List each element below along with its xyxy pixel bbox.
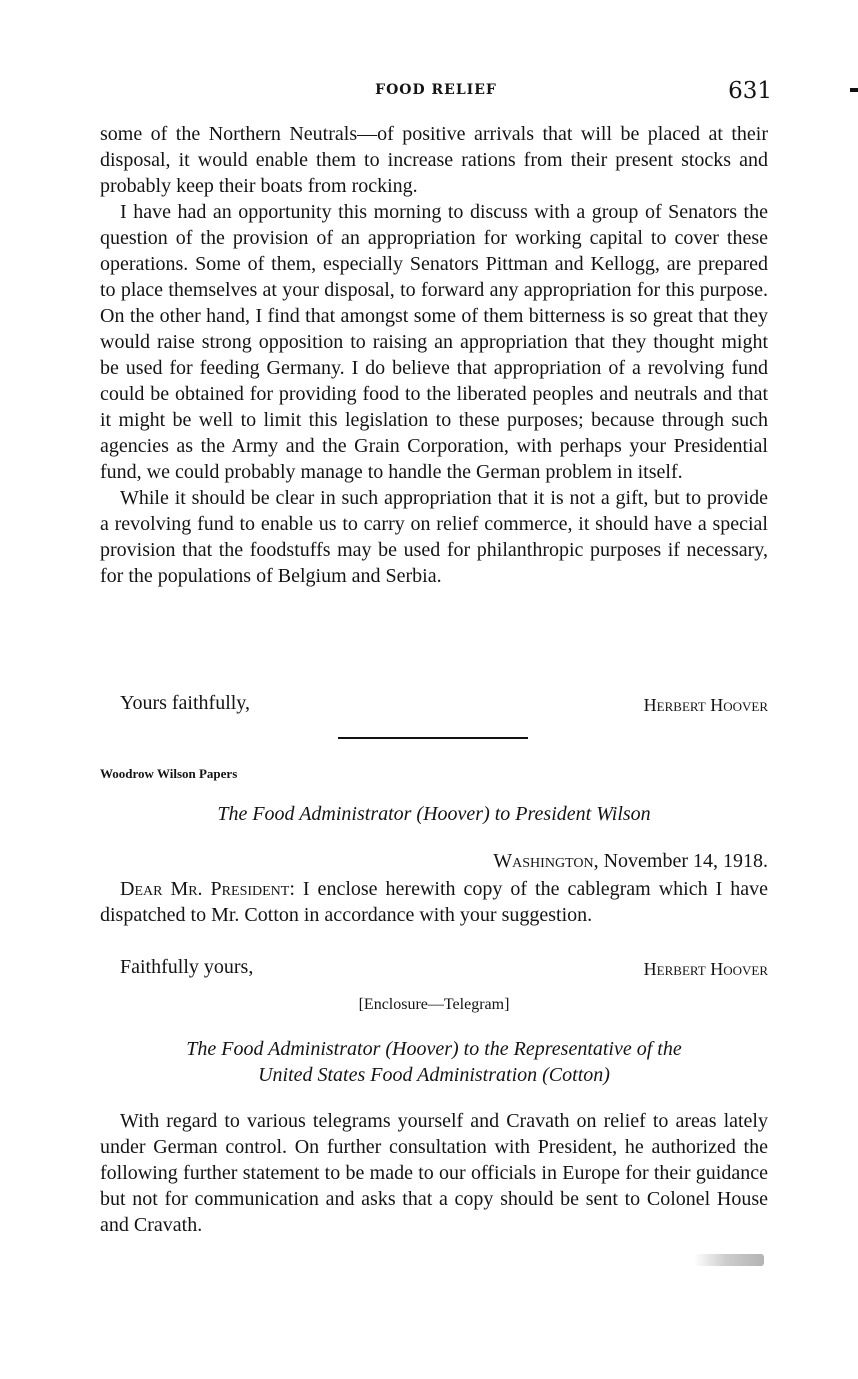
section-divider: [338, 737, 528, 739]
signature: Herbert Hoover: [643, 959, 768, 979]
closing: Yours faithfully,: [120, 692, 251, 714]
paragraph-revolving-fund: While it should be clear in such appropriation that it is not a gift, but to provide a revolving fund to enable us to carry on relief commerce, it should have a special provision that the foodstuffs may be used for philanthropic purposes if necessary, for the populations of Belgium and Serbia.: [100, 487, 768, 587]
enclosure-label: [Enclosure—Telegram]: [358, 996, 510, 1013]
scan-smudge: [694, 1254, 764, 1266]
telegram-paragraph: With regard to various telegrams yourself and Cravath on relief to areas lately under German control. On further consultation with President, he authorized the following further statement to be made to our officials in Europe for their guidance but not for communication and asks that a copy should be sent to Colonel House and Cravath.: [100, 1110, 768, 1236]
note-body: [100, 876, 768, 928]
page-header: [100, 78, 772, 108]
letter-body: [100, 121, 768, 589]
note-paragraph: [100, 876, 768, 928]
note-signoff: [100, 954, 768, 980]
dateline-date: November 14, 1918.: [603, 850, 768, 872]
letter-signoff: [100, 690, 768, 716]
scan-edge-mark: [850, 88, 858, 92]
closing: Faithfully yours,: [120, 956, 254, 978]
source-label: Woodrow Wilson Papers: [100, 766, 238, 781]
telegram-title-line2: United States Food Administration (Cotton): [258, 1064, 610, 1086]
telegram-title-line1: The Food Administrator (Hoover) to the Representative of the: [186, 1038, 682, 1060]
document-title: The Food Administrator (Hoover) to President Wilson: [217, 803, 651, 825]
running-head: FOOD RELIEF: [375, 82, 497, 98]
page-number: 631: [728, 78, 772, 104]
paragraph-continuation: some of the Northern Neutrals—of positive arrivals that will be placed at their disposal, it would enable them to increase rations from their present stocks and probably keep their boats from rocking.: [100, 123, 768, 197]
dateline-place: Washington,: [493, 850, 599, 872]
salutation: Dear Mr. President:: [120, 878, 295, 900]
note-text: I enclose herewith copy of the cablegram which I have dispatched to Mr. Cotton in accordance with your suggestion.: [100, 878, 769, 926]
telegram-body: [100, 1108, 768, 1238]
dateline: [100, 848, 768, 874]
signature: Herbert Hoover: [643, 695, 768, 715]
paragraph-senators: I have had an opportunity this morning to discuss with a group of Senators the question of the provision of an appropriation for working capital to cover these operations. Some of them, especially Senators Pittman and Kellogg, are prepared to place themselves at your disposal, to forward any appropriation for this purpose. On the other hand, I find that amongst some of them bitterness is so great that they would raise strong opposition to raising an appropriation that they thought might be used for feeding Germany. I do believe that appropriation of a revolving fund could be obtained for providing food to the liberated peoples and neutrals and that it might be well to limit this legislation to these purposes; because through such agencies as the Army and the Grain Corporation, with perhaps your Presidential fund, we could probably manage to handle the German problem in itself.: [100, 201, 768, 483]
